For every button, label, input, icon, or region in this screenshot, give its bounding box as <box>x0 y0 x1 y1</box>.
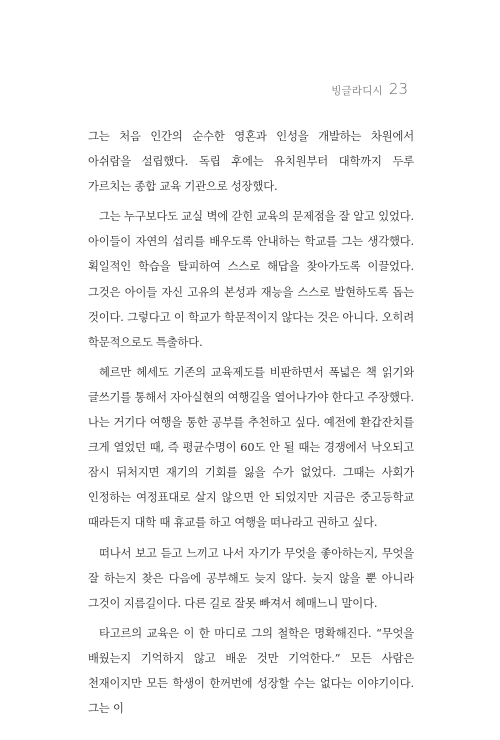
running-title: 빙글라디시 <box>331 85 383 97</box>
paragraph: 그는 누구보다도 교실 벽에 갇힌 교육의 문제점을 잘 알고 있었다. 아이들이 자연의 섭리를 배우도록 안내하는 학교를 그는 생각했다. 획일적인 학습을 탈피하여 스스로 해답을 찾아가도록 이끌었다. 그것은 아이들 자신 고유의 본성과 재능을 스스로 발현하도록 돕는 것이다. 그렇다고 이 학교가 학문적이지 않다는 것은 아니다. 오히려 학문적으로도 특출하다. <box>88 210 414 349</box>
paragraph: 헤르만 헤세도 기존의 교육제도를 비판하면서 폭넓은 책 읽기와 글쓰기를 통해서 자아실현의 여행길을 열어나가야 한다고 주장했다. 나는 거기다 여행을 통한 공부를 추천하고 싶다. 예전에 환갑잔치를 크게 열었던 때, 즉 평균수명이 60도 안 될 때는 경쟁에서 낙오되고 잠시 뒤처지면 재기의 기회를 잃을 수가 없었다. 그때는 사회가 인정하는 여정표대로 살지 않으면 안 되었지만 지금은 중고등학교 때라든지 대학 때 휴교를 하고 여행을 떠나라고 권하고 싶다. <box>88 365 414 530</box>
page-number: 23 <box>388 80 408 98</box>
paragraph: 떠나서 보고 듣고 느끼고 나서 자기가 무엇을 좋아하는지, 무엇을 잘 하는지 찾은 다음에 공부해도 늦지 않다. 늦지 않을 뿐 아니라 그것이 지름길이다. 다른 길로 잘못 빠져서 헤매느니 말이다. <box>88 546 414 610</box>
paragraph: 타고르의 교육은 이 한 마디로 그의 철학은 명확해진다. “무엇을 배웠는지 기억하지 않고 배운 것만 기억한다.” 모든 사람은 천재이지만 모든 학생이 한꺼번에 성장할 수는 없다는 이야기이다. 그는 이 <box>88 626 414 716</box>
body-text <box>88 124 414 726</box>
paragraph: 그는 처음 인간의 순수한 영혼과 인성을 개발하는 차원에서 아쉬람을 설립했다. 독립 후에는 유치원부터 대학까지 두루 가르치는 종합 교육 기관으로 성장했다. <box>88 130 414 194</box>
running-header <box>331 80 408 98</box>
